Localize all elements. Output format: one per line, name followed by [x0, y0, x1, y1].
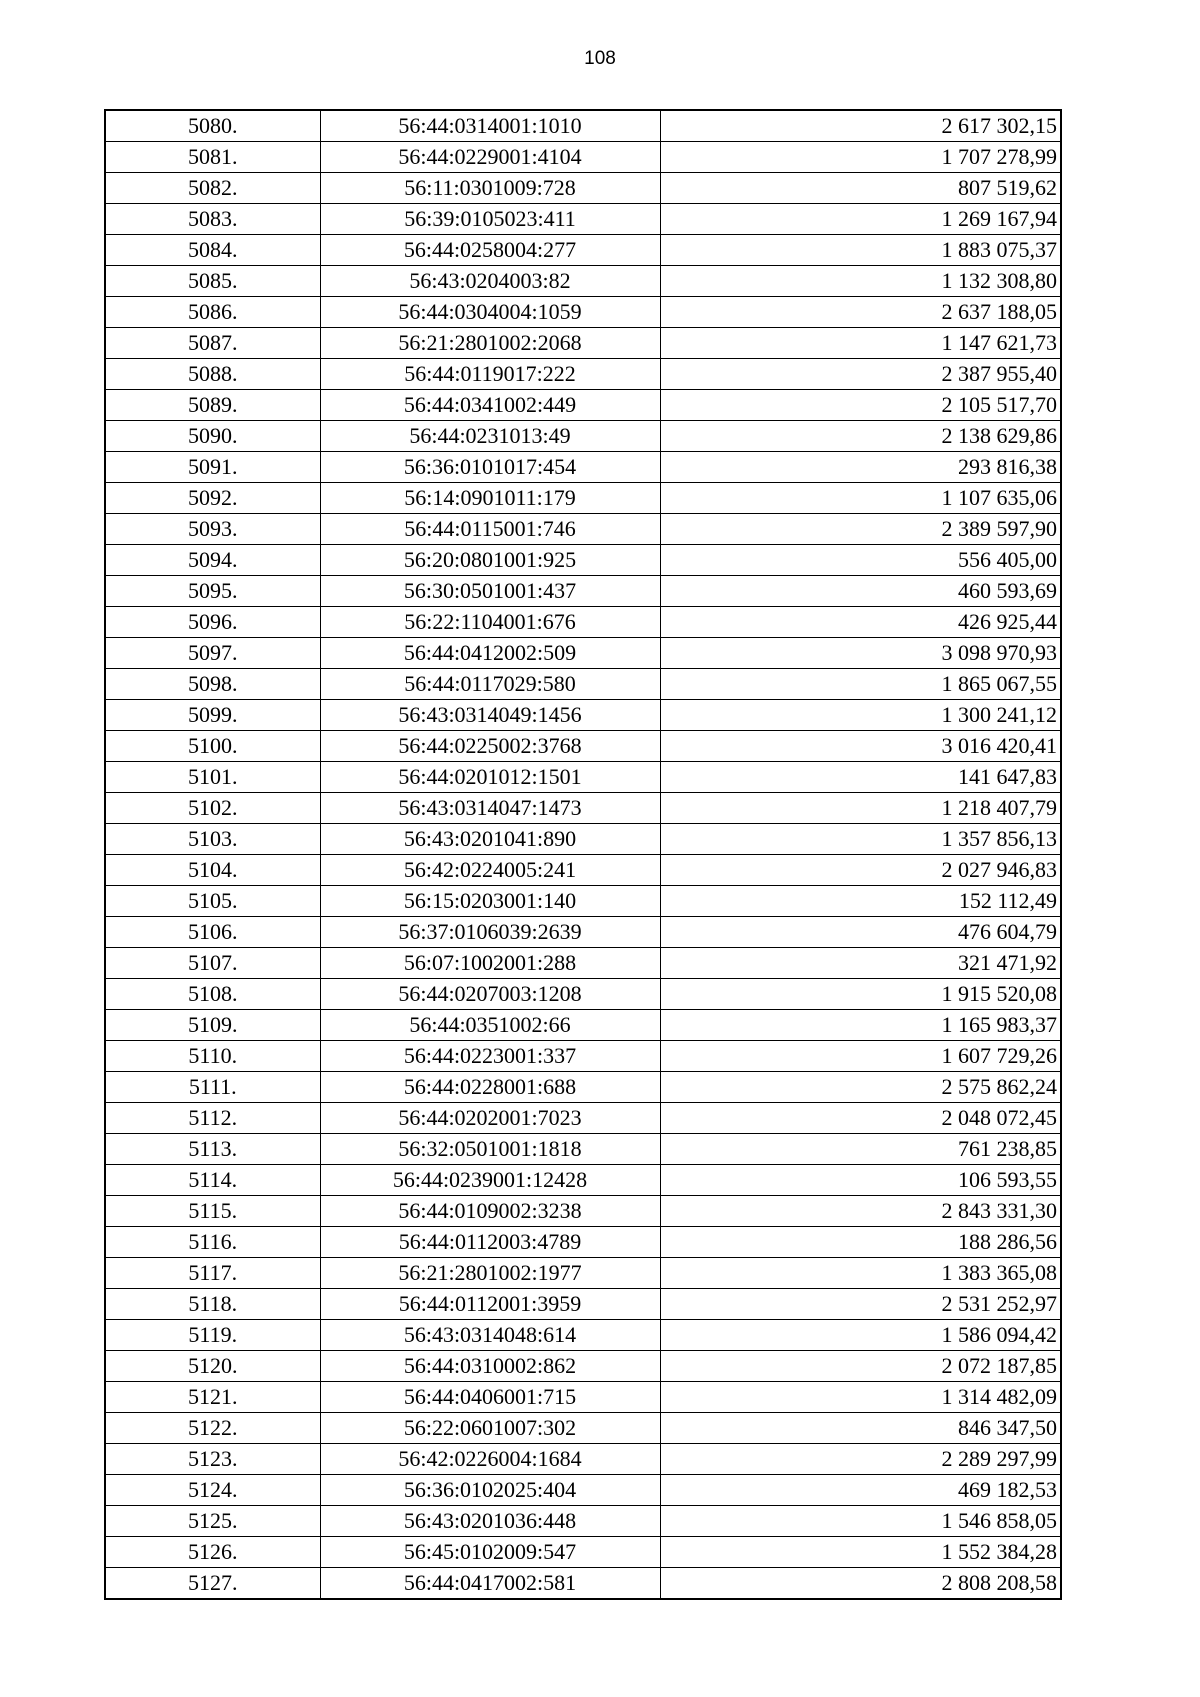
- cadastral-number-cell: 56:43:0314049:1456: [320, 700, 660, 731]
- cadastral-number-cell: 56:45:0102009:547: [320, 1537, 660, 1568]
- cadastral-value-cell: 141 647,83: [660, 762, 1061, 793]
- table-row: [105, 545, 1061, 576]
- cadastral-value-cell: 1 300 241,12: [660, 700, 1061, 731]
- cadastral-number-cell: 56:36:0102025:404: [320, 1475, 660, 1506]
- table-row: [105, 110, 1061, 142]
- cadastral-value-cell: 1 883 075,37: [660, 235, 1061, 266]
- table-row: [105, 1196, 1061, 1227]
- table-row: [105, 173, 1061, 204]
- cadastral-number-cell: 56:07:1002001:288: [320, 948, 660, 979]
- table-row: [105, 235, 1061, 266]
- table-row: [105, 700, 1061, 731]
- cadastral-number-cell: 56:44:0314001:1010: [320, 110, 660, 142]
- row-number-cell: 5112.: [105, 1103, 320, 1134]
- cadastral-value-cell: 2 138 629,86: [660, 421, 1061, 452]
- table-row: [105, 1165, 1061, 1196]
- table-row: [105, 483, 1061, 514]
- cadastral-value-cell: 476 604,79: [660, 917, 1061, 948]
- cadastral-number-cell: 56:15:0203001:140: [320, 886, 660, 917]
- page-number: 108: [584, 48, 616, 69]
- cadastral-value-cell: 321 471,92: [660, 948, 1061, 979]
- row-number-cell: 5113.: [105, 1134, 320, 1165]
- row-number-cell: 5106.: [105, 917, 320, 948]
- row-number-cell: 5089.: [105, 390, 320, 421]
- row-number-cell: 5114.: [105, 1165, 320, 1196]
- table-row: [105, 142, 1061, 173]
- cadastral-value-cell: 2 575 862,24: [660, 1072, 1061, 1103]
- table-row: [105, 576, 1061, 607]
- cadastral-value-cell: 846 347,50: [660, 1413, 1061, 1444]
- cadastral-value-cell: 2 048 072,45: [660, 1103, 1061, 1134]
- row-number-cell: 5080.: [105, 110, 320, 142]
- cadastral-number-cell: 56:44:0406001:715: [320, 1382, 660, 1413]
- cadastral-value-table: [104, 109, 1062, 1600]
- table-row: [105, 948, 1061, 979]
- cadastral-value-cell: 2 843 331,30: [660, 1196, 1061, 1227]
- cadastral-value-cell: 1 165 983,37: [660, 1010, 1061, 1041]
- table-row: [105, 1506, 1061, 1537]
- table-row: [105, 917, 1061, 948]
- table-row: [105, 1475, 1061, 1506]
- cadastral-number-cell: 56:11:0301009:728: [320, 173, 660, 204]
- table-row: [105, 1413, 1061, 1444]
- cadastral-value-cell: 152 112,49: [660, 886, 1061, 917]
- table-body: [105, 110, 1061, 1599]
- cadastral-value-cell: 2 808 208,58: [660, 1568, 1061, 1600]
- cadastral-value-cell: 1 546 858,05: [660, 1506, 1061, 1537]
- cadastral-number-cell: 56:43:0314047:1473: [320, 793, 660, 824]
- table-row: [105, 452, 1061, 483]
- row-number-cell: 5111.: [105, 1072, 320, 1103]
- row-number-cell: 5084.: [105, 235, 320, 266]
- table-row: [105, 979, 1061, 1010]
- table-row: [105, 1351, 1061, 1382]
- cadastral-number-cell: 56:44:0310002:862: [320, 1351, 660, 1382]
- cadastral-number-cell: 56:44:0412002:509: [320, 638, 660, 669]
- cadastral-value-cell: 1 607 729,26: [660, 1041, 1061, 1072]
- cadastral-value-cell: 1 357 856,13: [660, 824, 1061, 855]
- cadastral-value-cell: 2 105 517,70: [660, 390, 1061, 421]
- table-row: [105, 1072, 1061, 1103]
- cadastral-number-cell: 56:44:0207003:1208: [320, 979, 660, 1010]
- cadastral-number-cell: 56:44:0417002:581: [320, 1568, 660, 1600]
- table-row: [105, 886, 1061, 917]
- row-number-cell: 5115.: [105, 1196, 320, 1227]
- row-number-cell: 5122.: [105, 1413, 320, 1444]
- table-row: [105, 328, 1061, 359]
- row-number-cell: 5108.: [105, 979, 320, 1010]
- cadastral-number-cell: 56:44:0231013:49: [320, 421, 660, 452]
- cadastral-number-cell: 56:44:0117029:580: [320, 669, 660, 700]
- row-number-cell: 5095.: [105, 576, 320, 607]
- table-row: [105, 1041, 1061, 1072]
- cadastral-number-cell: 56:39:0105023:411: [320, 204, 660, 235]
- row-number-cell: 5102.: [105, 793, 320, 824]
- cadastral-value-cell: 1 107 635,06: [660, 483, 1061, 514]
- table-row: [105, 855, 1061, 886]
- cadastral-value-cell: 2 027 946,83: [660, 855, 1061, 886]
- row-number-cell: 5087.: [105, 328, 320, 359]
- cadastral-number-cell: 56:44:0258004:277: [320, 235, 660, 266]
- cadastral-value-cell: 2 617 302,15: [660, 110, 1061, 142]
- cadastral-value-cell: 188 286,56: [660, 1227, 1061, 1258]
- cadastral-number-cell: 56:21:2801002:2068: [320, 328, 660, 359]
- row-number-cell: 5092.: [105, 483, 320, 514]
- cadastral-value-cell: 761 238,85: [660, 1134, 1061, 1165]
- row-number-cell: 5123.: [105, 1444, 320, 1475]
- row-number-cell: 5094.: [105, 545, 320, 576]
- row-number-cell: 5110.: [105, 1041, 320, 1072]
- table-row: [105, 390, 1061, 421]
- table-row: [105, 204, 1061, 235]
- cadastral-value-cell: 426 925,44: [660, 607, 1061, 638]
- cadastral-number-cell: 56:37:0106039:2639: [320, 917, 660, 948]
- cadastral-number-cell: 56:44:0351002:66: [320, 1010, 660, 1041]
- cadastral-value-cell: 469 182,53: [660, 1475, 1061, 1506]
- cadastral-value-cell: 2 289 297,99: [660, 1444, 1061, 1475]
- cadastral-value-cell: 2 387 955,40: [660, 359, 1061, 390]
- row-number-cell: 5086.: [105, 297, 320, 328]
- cadastral-number-cell: 56:22:1104001:676: [320, 607, 660, 638]
- cadastral-number-cell: 56:44:0202001:7023: [320, 1103, 660, 1134]
- cadastral-value-cell: 807 519,62: [660, 173, 1061, 204]
- cadastral-value-cell: 1 865 067,55: [660, 669, 1061, 700]
- row-number-cell: 5088.: [105, 359, 320, 390]
- table-row: [105, 793, 1061, 824]
- table-row: [105, 514, 1061, 545]
- cadastral-number-cell: 56:44:0109002:3238: [320, 1196, 660, 1227]
- row-number-cell: 5124.: [105, 1475, 320, 1506]
- cadastral-number-cell: 56:22:0601007:302: [320, 1413, 660, 1444]
- cadastral-value-cell: 1 269 167,94: [660, 204, 1061, 235]
- cadastral-value-cell: 556 405,00: [660, 545, 1061, 576]
- table-row: [105, 421, 1061, 452]
- cadastral-number-cell: 56:14:0901011:179: [320, 483, 660, 514]
- row-number-cell: 5107.: [105, 948, 320, 979]
- table-row: [105, 1289, 1061, 1320]
- table-row: [105, 1134, 1061, 1165]
- cadastral-value-cell: 2 637 188,05: [660, 297, 1061, 328]
- row-number-cell: 5116.: [105, 1227, 320, 1258]
- cadastral-number-cell: 56:20:0801001:925: [320, 545, 660, 576]
- cadastral-value-cell: 106 593,55: [660, 1165, 1061, 1196]
- cadastral-number-cell: 56:43:0201036:448: [320, 1506, 660, 1537]
- cadastral-number-cell: 56:43:0201041:890: [320, 824, 660, 855]
- cadastral-number-cell: 56:36:0101017:454: [320, 452, 660, 483]
- table-row: [105, 297, 1061, 328]
- row-number-cell: 5101.: [105, 762, 320, 793]
- cadastral-value-cell: 1 383 365,08: [660, 1258, 1061, 1289]
- cadastral-number-cell: 56:21:2801002:1977: [320, 1258, 660, 1289]
- cadastral-value-cell: 3 016 420,41: [660, 731, 1061, 762]
- cadastral-value-cell: 2 072 187,85: [660, 1351, 1061, 1382]
- row-number-cell: 5126.: [105, 1537, 320, 1568]
- cadastral-number-cell: 56:44:0201012:1501: [320, 762, 660, 793]
- cadastral-value-cell: 1 147 621,73: [660, 328, 1061, 359]
- row-number-cell: 5117.: [105, 1258, 320, 1289]
- cadastral-value-cell: 1 132 308,80: [660, 266, 1061, 297]
- cadastral-number-cell: 56:44:0112001:3959: [320, 1289, 660, 1320]
- cadastral-number-cell: 56:44:0239001:12428: [320, 1165, 660, 1196]
- row-number-cell: 5119.: [105, 1320, 320, 1351]
- table-row: [105, 1444, 1061, 1475]
- row-number-cell: 5085.: [105, 266, 320, 297]
- cadastral-number-cell: 56:44:0229001:4104: [320, 142, 660, 173]
- row-number-cell: 5091.: [105, 452, 320, 483]
- table-row: [105, 266, 1061, 297]
- cadastral-number-cell: 56:43:0204003:82: [320, 266, 660, 297]
- row-number-cell: 5109.: [105, 1010, 320, 1041]
- cadastral-value-cell: 1 552 384,28: [660, 1537, 1061, 1568]
- row-number-cell: 5118.: [105, 1289, 320, 1320]
- row-number-cell: 5096.: [105, 607, 320, 638]
- cadastral-number-cell: 56:30:0501001:437: [320, 576, 660, 607]
- table-row: [105, 638, 1061, 669]
- row-number-cell: 5121.: [105, 1382, 320, 1413]
- cadastral-number-cell: 56:32:0501001:1818: [320, 1134, 660, 1165]
- row-number-cell: 5093.: [105, 514, 320, 545]
- cadastral-number-cell: 56:42:0224005:241: [320, 855, 660, 886]
- table-row: [105, 669, 1061, 700]
- cadastral-value-cell: 1 915 520,08: [660, 979, 1061, 1010]
- cadastral-number-cell: 56:44:0228001:688: [320, 1072, 660, 1103]
- row-number-cell: 5098.: [105, 669, 320, 700]
- table-row: [105, 1568, 1061, 1600]
- cadastral-number-cell: 56:44:0223001:337: [320, 1041, 660, 1072]
- row-number-cell: 5105.: [105, 886, 320, 917]
- table-row: [105, 1320, 1061, 1351]
- cadastral-value-cell: 1 314 482,09: [660, 1382, 1061, 1413]
- table-row: [105, 1010, 1061, 1041]
- row-number-cell: 5100.: [105, 731, 320, 762]
- row-number-cell: 5103.: [105, 824, 320, 855]
- cadastral-number-cell: 56:44:0115001:746: [320, 514, 660, 545]
- cadastral-value-cell: 1 218 407,79: [660, 793, 1061, 824]
- table-row: [105, 1258, 1061, 1289]
- cadastral-number-cell: 56:44:0341002:449: [320, 390, 660, 421]
- row-number-cell: 5090.: [105, 421, 320, 452]
- cadastral-value-cell: 2 389 597,90: [660, 514, 1061, 545]
- cadastral-value-cell: 460 593,69: [660, 576, 1061, 607]
- cadastral-value-cell: 2 531 252,97: [660, 1289, 1061, 1320]
- row-number-cell: 5125.: [105, 1506, 320, 1537]
- table-row: [105, 1103, 1061, 1134]
- cadastral-value-cell: 3 098 970,93: [660, 638, 1061, 669]
- table-row: [105, 731, 1061, 762]
- table-row: [105, 762, 1061, 793]
- row-number-cell: 5127.: [105, 1568, 320, 1600]
- cadastral-number-cell: 56:43:0314048:614: [320, 1320, 660, 1351]
- table-row: [105, 607, 1061, 638]
- row-number-cell: 5099.: [105, 700, 320, 731]
- row-number-cell: 5104.: [105, 855, 320, 886]
- table-row: [105, 1382, 1061, 1413]
- row-number-cell: 5120.: [105, 1351, 320, 1382]
- row-number-cell: 5097.: [105, 638, 320, 669]
- cadastral-number-cell: 56:44:0304004:1059: [320, 297, 660, 328]
- cadastral-number-cell: 56:44:0119017:222: [320, 359, 660, 390]
- row-number-cell: 5083.: [105, 204, 320, 235]
- cadastral-value-cell: 1 586 094,42: [660, 1320, 1061, 1351]
- row-number-cell: 5082.: [105, 173, 320, 204]
- cadastral-number-cell: 56:44:0112003:4789: [320, 1227, 660, 1258]
- cadastral-number-cell: 56:44:0225002:3768: [320, 731, 660, 762]
- table-row: [105, 824, 1061, 855]
- cadastral-number-cell: 56:42:0226004:1684: [320, 1444, 660, 1475]
- row-number-cell: 5081.: [105, 142, 320, 173]
- cadastral-value-cell: 1 707 278,99: [660, 142, 1061, 173]
- cadastral-value-cell: 293 816,38: [660, 452, 1061, 483]
- table-row: [105, 1537, 1061, 1568]
- table-row: [105, 1227, 1061, 1258]
- table-row: [105, 359, 1061, 390]
